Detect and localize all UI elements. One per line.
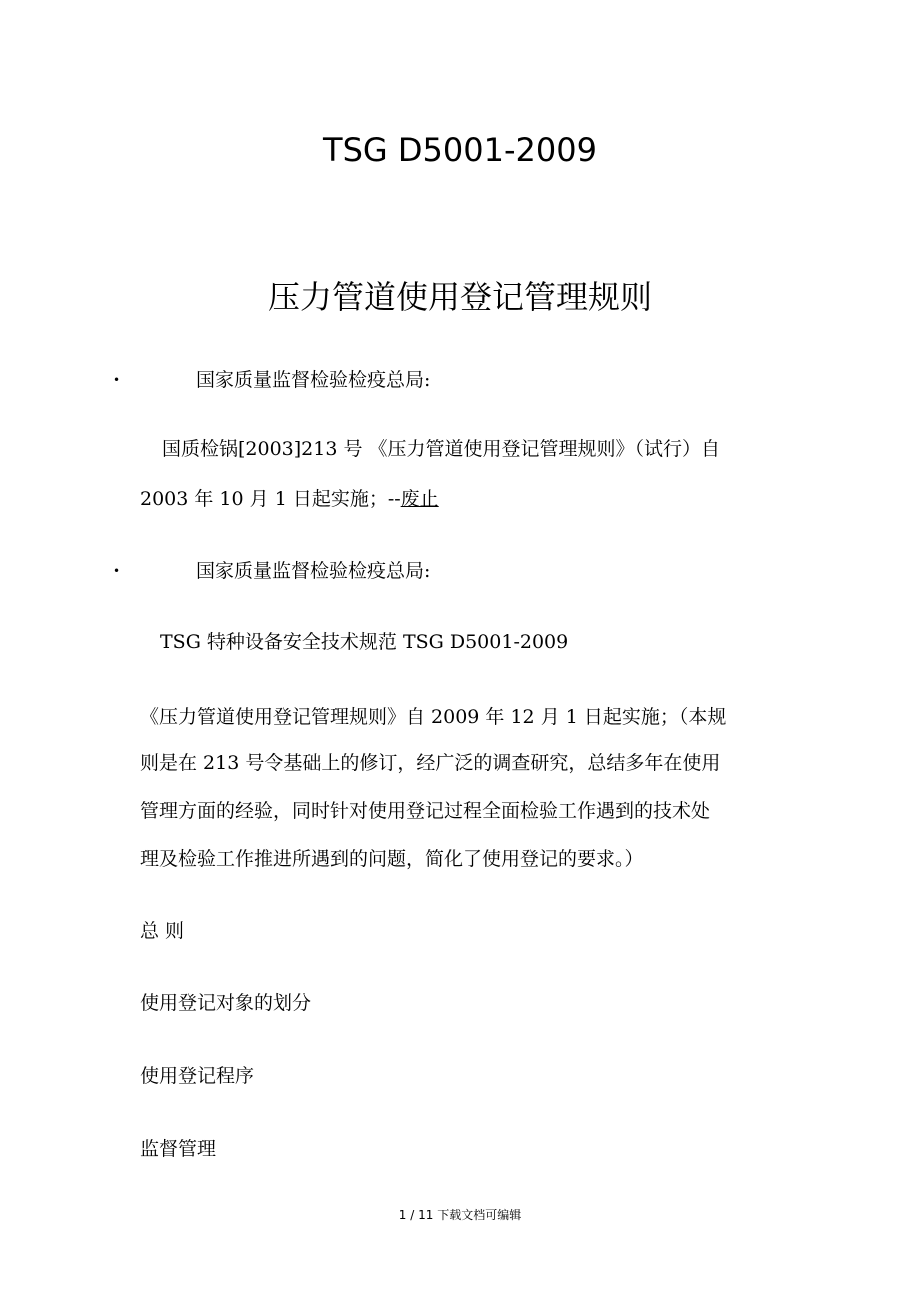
status-repealed: 废止 [400,488,439,510]
para-2-line-1: 《压力管道使用登记管理规则》自 2009 年 12 月 1 日起实施；（本规 [140,706,727,728]
bullet-icon: • [113,373,121,387]
section-supervision: 监督管理 [140,1138,217,1160]
para-2-line-4: 理及检验工作推进所遇到的问题，简化了使用登记的要求。） [140,848,644,870]
para-1-line-2 [140,482,439,516]
issuer-bullet-2 [0,554,920,588]
section-procedure: 使用登记程序 [140,1065,255,1087]
para-1-line-1: 国质检锅[2003]213 号 《压力管道使用登记管理规则》（试行）自 [162,438,721,460]
para-2-line-2: 则是在 213 号令基础上的修订，经广泛的调查研究，总结多年在使用 [140,752,721,774]
section-general: 总 则 [140,920,185,942]
section-classification: 使用登记对象的划分 [140,992,312,1014]
issuer-text-1: 国家质量监督检验检疫总局: [196,369,431,391]
document-code: TSG D5001-2009 [323,131,597,169]
para-1-line-2-prefix: 2003 年 10 月 1 日起实施；-- [140,488,401,510]
issuer-bullet-1 [0,363,920,397]
para-2-line-3: 管理方面的经验，同时针对使用登记过程全面检验工作遇到的技术处 [140,800,711,822]
page-footer: 1 / 11 下载文档可编辑 [398,1208,522,1222]
bullet-icon: • [113,564,121,578]
spec-line: TSG 特种设备安全技术规范 TSG D5001-2009 [160,631,569,653]
issuer-text-2: 国家质量监督检验检疫总局: [196,560,431,582]
document-title: 压力管道使用登记管理规则 [267,278,652,316]
